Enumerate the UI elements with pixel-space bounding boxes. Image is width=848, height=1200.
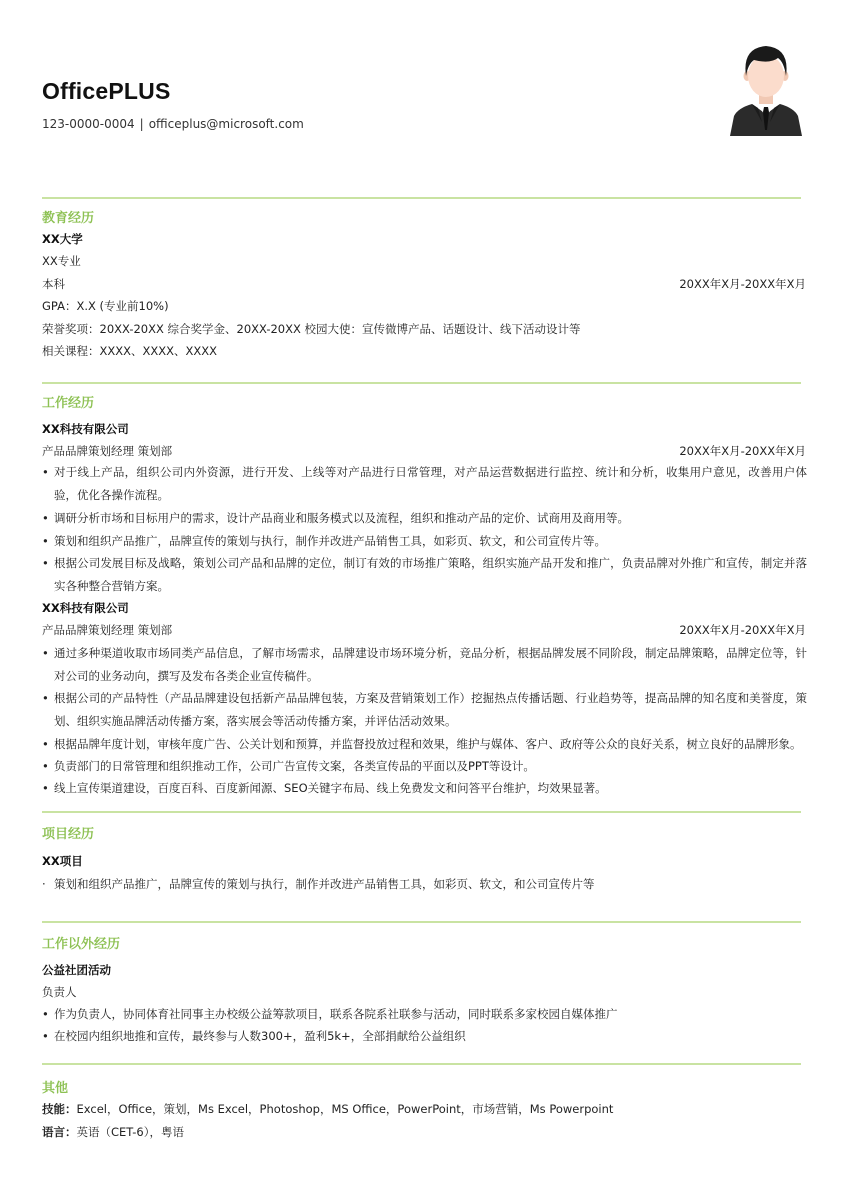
phone-number: 123-0000-0004 xyxy=(42,117,135,131)
job-role-row xyxy=(42,622,806,639)
bullet-marker: • xyxy=(42,556,49,570)
job-company: XX科技有限公司 xyxy=(42,601,129,615)
job-role: 产品品牌策划经理 策划部 xyxy=(42,444,173,458)
candidate-name: OfficePLUS xyxy=(42,78,171,104)
languages-value: 英语（CET-6），粤语 xyxy=(76,1125,184,1139)
work-section-title: 工作经历 xyxy=(42,396,95,411)
gpa: GPA：X.X (专业前10%) xyxy=(42,299,169,313)
contact-line xyxy=(42,117,304,131)
project-bullet: · 策划和组织产品推广，品牌宣传的策划与执行，制作并改进产品销售工具，如彩页、软文，和公司宣传片等 xyxy=(42,873,807,896)
bullet-marker: • xyxy=(42,646,49,660)
org-name: 公益社团活动 xyxy=(42,963,111,977)
job-bullet: • 对于线上产品，组织公司内外资源，进行开发、上线等对产品进行日常管理，对产品运营数据进行监控、统计和分析，收集用户意见，改善用户体验，优化各操作流程。 xyxy=(42,461,807,507)
bullet-marker: • xyxy=(42,534,49,548)
languages-label: 语言： xyxy=(42,1125,77,1139)
bullet-marker: • xyxy=(42,465,49,479)
bullet-marker: • xyxy=(42,737,49,751)
email-address: officeplus@microsoft.com xyxy=(148,117,304,131)
education-dates: 20XX年X月-20XX年X月 xyxy=(679,277,806,291)
extracurricular-section-title: 工作以外经历 xyxy=(42,937,121,952)
languages-row xyxy=(42,1124,806,1141)
job-dates: 20XX年X月-20XX年X月 xyxy=(679,444,806,458)
bullet-marker: • xyxy=(42,511,49,525)
job-dates: 20XX年X月-20XX年X月 xyxy=(679,623,806,637)
job-bullet: • 根据品牌年度计划，审核年度广告、公关计划和预算，并监督投放过程和效果，维护与媒体、客户、政府等公众的良好关系，树立良好的品牌形象。 xyxy=(42,733,807,756)
job-role-row xyxy=(42,443,806,460)
other-divider xyxy=(42,1063,801,1065)
job-bullet: • 根据公司发展目标及战略，策划公司产品和品牌的定位，制订有效的市场推广策略，组织实施产品开发和推广，负责品牌对外推广和宣传，制定并落实各种整合营销方案。 xyxy=(42,552,807,598)
work-divider xyxy=(42,382,801,384)
job-bullet: • 负责部门的日常管理和组织推动工作，公司广告宣传文案，各类宣传品的平面以及PPT等设计。 xyxy=(42,755,807,778)
job-bullet: • 通过多种渠道收取市场同类产品信息，了解市场需求，品牌建设市场环境分析，竞品分析，根据品牌发展不同阶段，制定品牌策略，品牌定位等，针对公司的业务动向，撰写及发布各类企业宣传稿件。 xyxy=(42,642,807,688)
extracurricular-bullet: • 在校园内组织地推和宣传，最终参与人数300+，盈利5k+，全部捐献给公益组织 xyxy=(42,1025,807,1048)
person-avatar-icon xyxy=(728,42,804,136)
job-bullet: • 调研分析市场和目标用户的需求，设计产品商业和服务模式以及流程，组织和推动产品的定价、试商用及商用等。 xyxy=(42,507,807,530)
school-name: XX大学 xyxy=(42,232,83,246)
education-divider xyxy=(42,197,801,199)
job-bullet: • 线上宣传渠道建设，百度百科、百度新闻源、SEO关键字布局、线上免费发文和问答平台维护，均效果显著。 xyxy=(42,777,807,800)
job-role: 产品品牌策划经理 策划部 xyxy=(42,623,173,637)
education-section-title: 教育经历 xyxy=(42,211,95,226)
skills-value: Excel，Office，策划，Ms Excel，Photoshop，MS Office，PowerPoint，市场营销，Ms Powerpoint xyxy=(76,1102,614,1116)
degree-row xyxy=(42,276,806,293)
skills-label: 技能： xyxy=(42,1102,77,1116)
major: XX专业 xyxy=(42,254,81,268)
degree: 本科 xyxy=(42,277,65,291)
job-bullet: • 策划和组织产品推广，品牌宣传的策划与执行，制作并改进产品销售工具，如彩页、软文，和公司宣传片等。 xyxy=(42,530,807,553)
projects-divider xyxy=(42,811,801,813)
job-bullet: • 根据公司的产品特性（产品品牌建设包括新产品品牌包装，方案及营销策划工作）挖掘热点传播话题、行业趋势等，提高品牌的知名度和美誉度，策划、组织实施品牌活动传播方案，落实展会等活动传播方案，并评估活动效果。 xyxy=(42,687,807,733)
bullet-marker: • xyxy=(42,1007,49,1021)
contact-separator: | xyxy=(139,117,144,131)
other-section-title: 其他 xyxy=(42,1081,69,1096)
project-name: XX项目 xyxy=(42,854,83,868)
bullet-marker: • xyxy=(42,1029,49,1043)
skills-row xyxy=(42,1101,806,1118)
bullet-marker: • xyxy=(42,759,49,773)
job-company: XX科技有限公司 xyxy=(42,422,129,436)
projects-section-title: 项目经历 xyxy=(42,827,95,842)
extracurricular-divider xyxy=(42,921,801,923)
honors: 荣誉奖项：20XX-20XX 综合奖学金、20XX-20XX 校园大使：宣传微博产品、话题设计、线下活动设计等 xyxy=(42,322,581,336)
courses: 相关课程：XXXX、XXXX、XXXX xyxy=(42,344,218,358)
extracurricular-bullet: • 作为负责人，协同体育社同事主办校级公益筹款项目，联系各院系社联参与活动，同时联系多家校园自媒体推广 xyxy=(42,1003,807,1026)
bullet-marker: • xyxy=(42,691,49,705)
org-role: 负责人 xyxy=(42,985,77,999)
bullet-marker: · xyxy=(42,877,46,891)
bullet-marker: • xyxy=(42,781,49,795)
